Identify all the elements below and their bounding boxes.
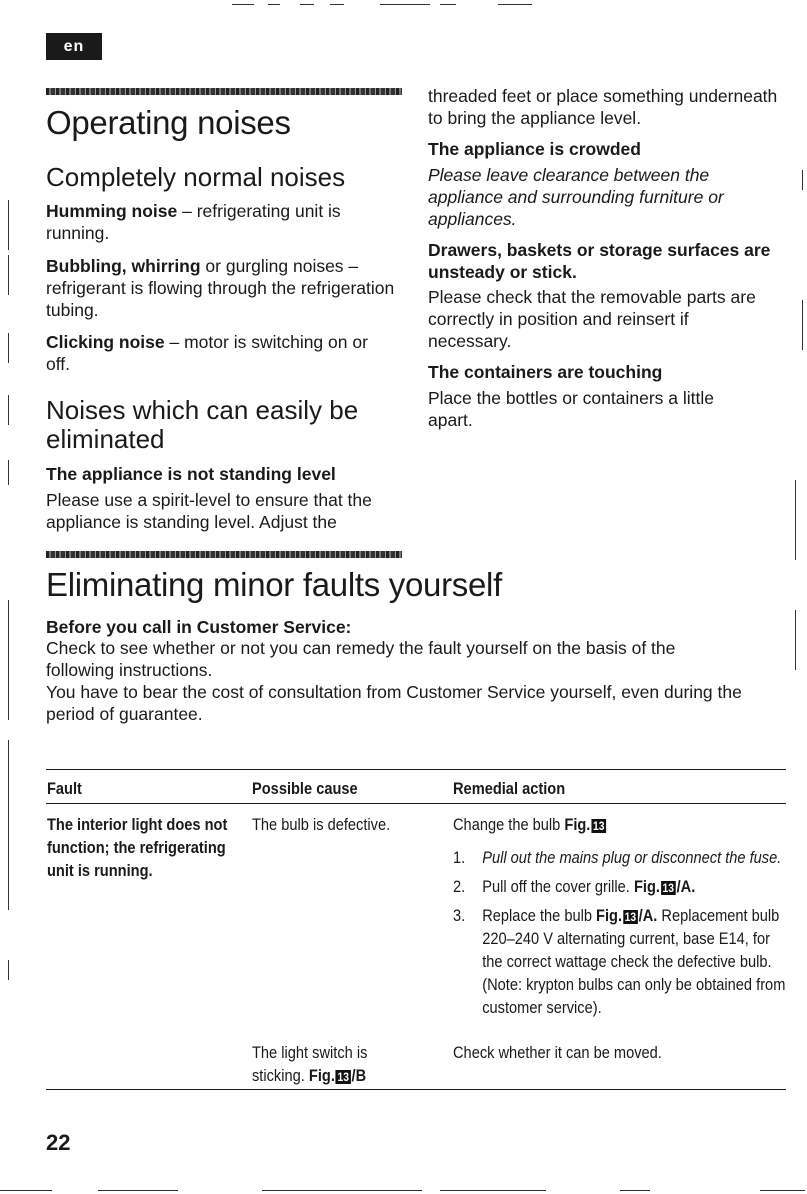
margin-mark — [8, 740, 9, 910]
heading-crowded: The appliance is crowded — [428, 139, 641, 159]
action-intro-text: Change the bulb — [453, 815, 561, 834]
term: Bubbling, whirring — [46, 256, 201, 276]
item-text: – refrigerating unit is running. — [46, 201, 341, 243]
margin-mark — [8, 255, 9, 295]
heading-not-level: The appliance is not standing level — [46, 464, 336, 484]
edge-mark — [262, 1190, 422, 1191]
item-clicking — [46, 331, 396, 375]
margin-mark — [795, 480, 796, 560]
edge-mark — [440, 4, 456, 5]
text-continued: threaded feet or place something underneath to bring the appliance level. — [428, 86, 778, 128]
cause-cell-2 — [252, 1041, 407, 1087]
heading-normal-noises: Completely normal noises — [46, 162, 346, 192]
edge-mark — [330, 4, 344, 5]
text-containers: Place the bottles or containers a little apart. — [428, 388, 714, 430]
item-text: or gurgling noises – refrigerant is flowing through the refrigeration tubing. — [46, 256, 395, 320]
fig-label: Fig. — [308, 1066, 335, 1085]
heading-easily-eliminated — [46, 396, 406, 454]
item-text: – motor is switching on or off. — [46, 332, 368, 374]
section-title-minor-faults: Eliminating minor faults yourself — [46, 566, 502, 603]
fig-label: Fig. — [564, 815, 591, 834]
list-item — [453, 904, 788, 1019]
fig-suffix: /B — [351, 1066, 367, 1085]
cause-cell: The bulb is defective. — [252, 815, 391, 834]
heading-line: eliminated — [46, 424, 165, 454]
text-crowded: Please leave clearance between the appliance and surrounding furniture or appliances. — [428, 165, 724, 229]
action-cell-2: Check whether it can be moved. — [453, 1043, 662, 1062]
margin-mark — [802, 170, 803, 190]
heading-line: Noises which can easily be — [46, 395, 359, 425]
fault-cell: The interior light does not function; the refrigerating unit is running. — [47, 815, 228, 880]
action-intro — [453, 813, 788, 836]
text-not-level-cont — [428, 85, 778, 129]
section-title-operating-noises: Operating noises — [46, 104, 291, 141]
figure-ref-box: 13 — [662, 880, 675, 895]
header-cause: Possible cause — [252, 779, 358, 798]
step-text: Pull off the cover grille. — [482, 877, 630, 896]
item-humming — [46, 200, 386, 244]
margin-mark — [795, 610, 796, 670]
list-item — [453, 875, 788, 898]
edge-mark — [268, 4, 280, 5]
margin-mark — [8, 333, 9, 363]
fig-suffix: /A. — [638, 906, 658, 925]
action-cell — [453, 813, 788, 1025]
margin-mark — [8, 460, 9, 485]
heading-containers: The containers are touching — [428, 362, 663, 382]
steps-list — [453, 846, 788, 1019]
header-fault: Fault — [47, 779, 82, 798]
figure-ref-box: 13 — [592, 818, 605, 833]
edge-mark — [498, 4, 532, 5]
table-top-rule — [46, 769, 786, 770]
edge-mark — [440, 1190, 546, 1191]
item-bubbling — [46, 255, 396, 321]
figure-ref-box: 13 — [624, 909, 637, 924]
heading-before-call: Before you call in Customer Service: — [46, 617, 352, 637]
figure-ref-box: 13 — [337, 1069, 349, 1084]
text-drawers: Please check that the removable parts are correctly in position and reinsert if necessary. — [428, 287, 756, 351]
edge-mark — [0, 1190, 52, 1191]
heading-drawers: Drawers, baskets or storage surfaces are unsteady or stick. — [428, 240, 771, 282]
language-tab: en — [46, 33, 102, 60]
list-item — [453, 846, 788, 869]
section-rule — [46, 551, 402, 558]
term: Humming noise — [46, 201, 178, 221]
margin-mark — [8, 200, 9, 250]
margin-mark — [8, 600, 9, 720]
edge-mark — [620, 1190, 650, 1191]
step-number: 2. — [453, 877, 466, 896]
text-cost: You have to bear the cost of consultation from Customer Service yourself, even during the period of guarantee. — [46, 682, 742, 724]
page-number: 22 — [46, 1130, 71, 1155]
text-before-call: Check to see whether or not you can remedy the fault yourself on the basis of the following instructions. — [46, 638, 676, 680]
margin-mark — [8, 960, 9, 980]
text-not-level: Please use a spirit-level to ensure that the appliance is standing level. Adjust the — [46, 490, 372, 532]
step-text: Replace the bulb — [482, 906, 592, 925]
edge-mark — [232, 4, 254, 5]
header-action: Remedial action — [453, 779, 566, 798]
fig-label: Fig. — [633, 877, 660, 896]
cause-text: The light switch is sticking. — [252, 1043, 368, 1085]
edge-mark — [380, 4, 430, 5]
step-text-cont: Replacement bulb 220–240 V alternating current, base E14, for the correct wattage check the defective bulb. (Note: krypton bulbs can only be obtained from customer service). — [482, 906, 786, 1017]
term: Clicking noise — [46, 332, 165, 352]
edge-mark — [98, 1190, 178, 1191]
table-bottom-rule — [46, 1089, 786, 1090]
fig-label: Fig. — [596, 906, 623, 925]
fig-suffix: /A. — [676, 877, 696, 896]
step-text: Pull out the mains plug or disconnect the fuse. — [482, 848, 782, 867]
edge-mark — [760, 1190, 805, 1191]
section-rule — [46, 88, 402, 95]
margin-mark — [802, 300, 803, 350]
step-number: 1. — [453, 848, 466, 867]
edge-mark — [300, 4, 314, 5]
table-header-rule — [46, 803, 786, 804]
margin-mark — [8, 395, 9, 425]
step-number: 3. — [453, 906, 466, 925]
